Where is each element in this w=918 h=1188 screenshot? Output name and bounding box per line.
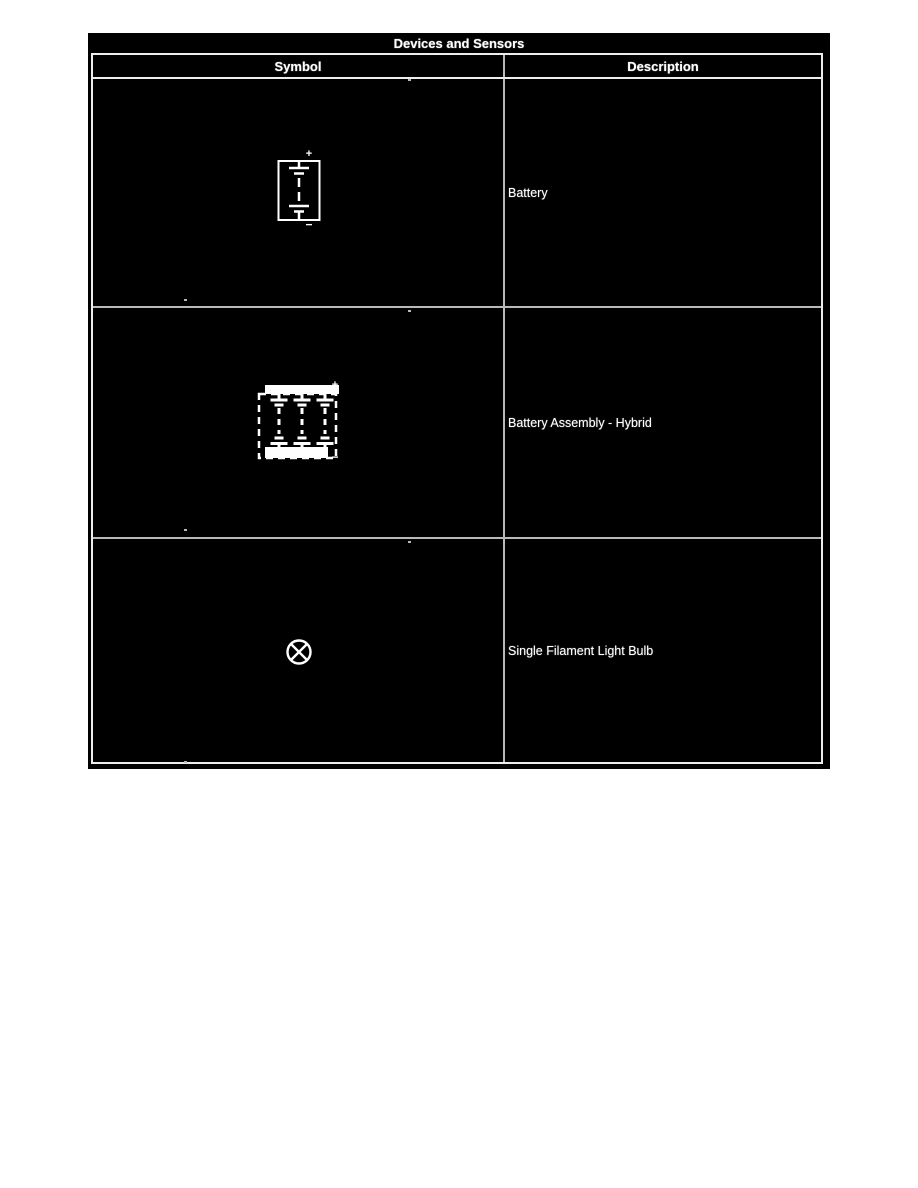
column-header-description: Description — [505, 55, 821, 77]
column-header-symbol: Symbol — [93, 55, 503, 77]
battery-minus-sign: − — [305, 217, 313, 229]
description-text: Battery — [508, 185, 548, 200]
scan-speck — [408, 79, 411, 81]
scan-speck — [408, 310, 411, 312]
scan-speck — [184, 529, 187, 531]
battery-symbol-icon — [272, 145, 328, 229]
description-cell-single-filament-light-bulb — [505, 539, 821, 762]
hybrid-minus-sign: − — [331, 450, 339, 462]
scan-speck — [184, 299, 187, 301]
scan-speck — [408, 541, 411, 543]
symbol-cell-battery-assembly-hybrid — [93, 308, 503, 537]
devices-and-sensors-table — [88, 33, 830, 769]
symbol-cell-battery — [93, 79, 503, 306]
symbol-cell-single-filament-light-bulb — [93, 539, 503, 762]
single-filament-light-bulb-symbol-icon — [284, 637, 314, 667]
description-text: Single Filament Light Bulb — [508, 643, 654, 658]
description-cell-battery-assembly-hybrid — [505, 308, 821, 537]
table-title: Devices and Sensors — [393, 35, 525, 51]
battery-assembly-hybrid-symbol-icon — [255, 378, 345, 462]
description-cell-battery — [505, 79, 821, 306]
description-text: Battery Assembly - Hybrid — [508, 415, 652, 430]
symbol-description-grid — [91, 53, 823, 764]
scan-speck — [184, 761, 187, 763]
battery-plus-sign: + — [305, 148, 313, 160]
